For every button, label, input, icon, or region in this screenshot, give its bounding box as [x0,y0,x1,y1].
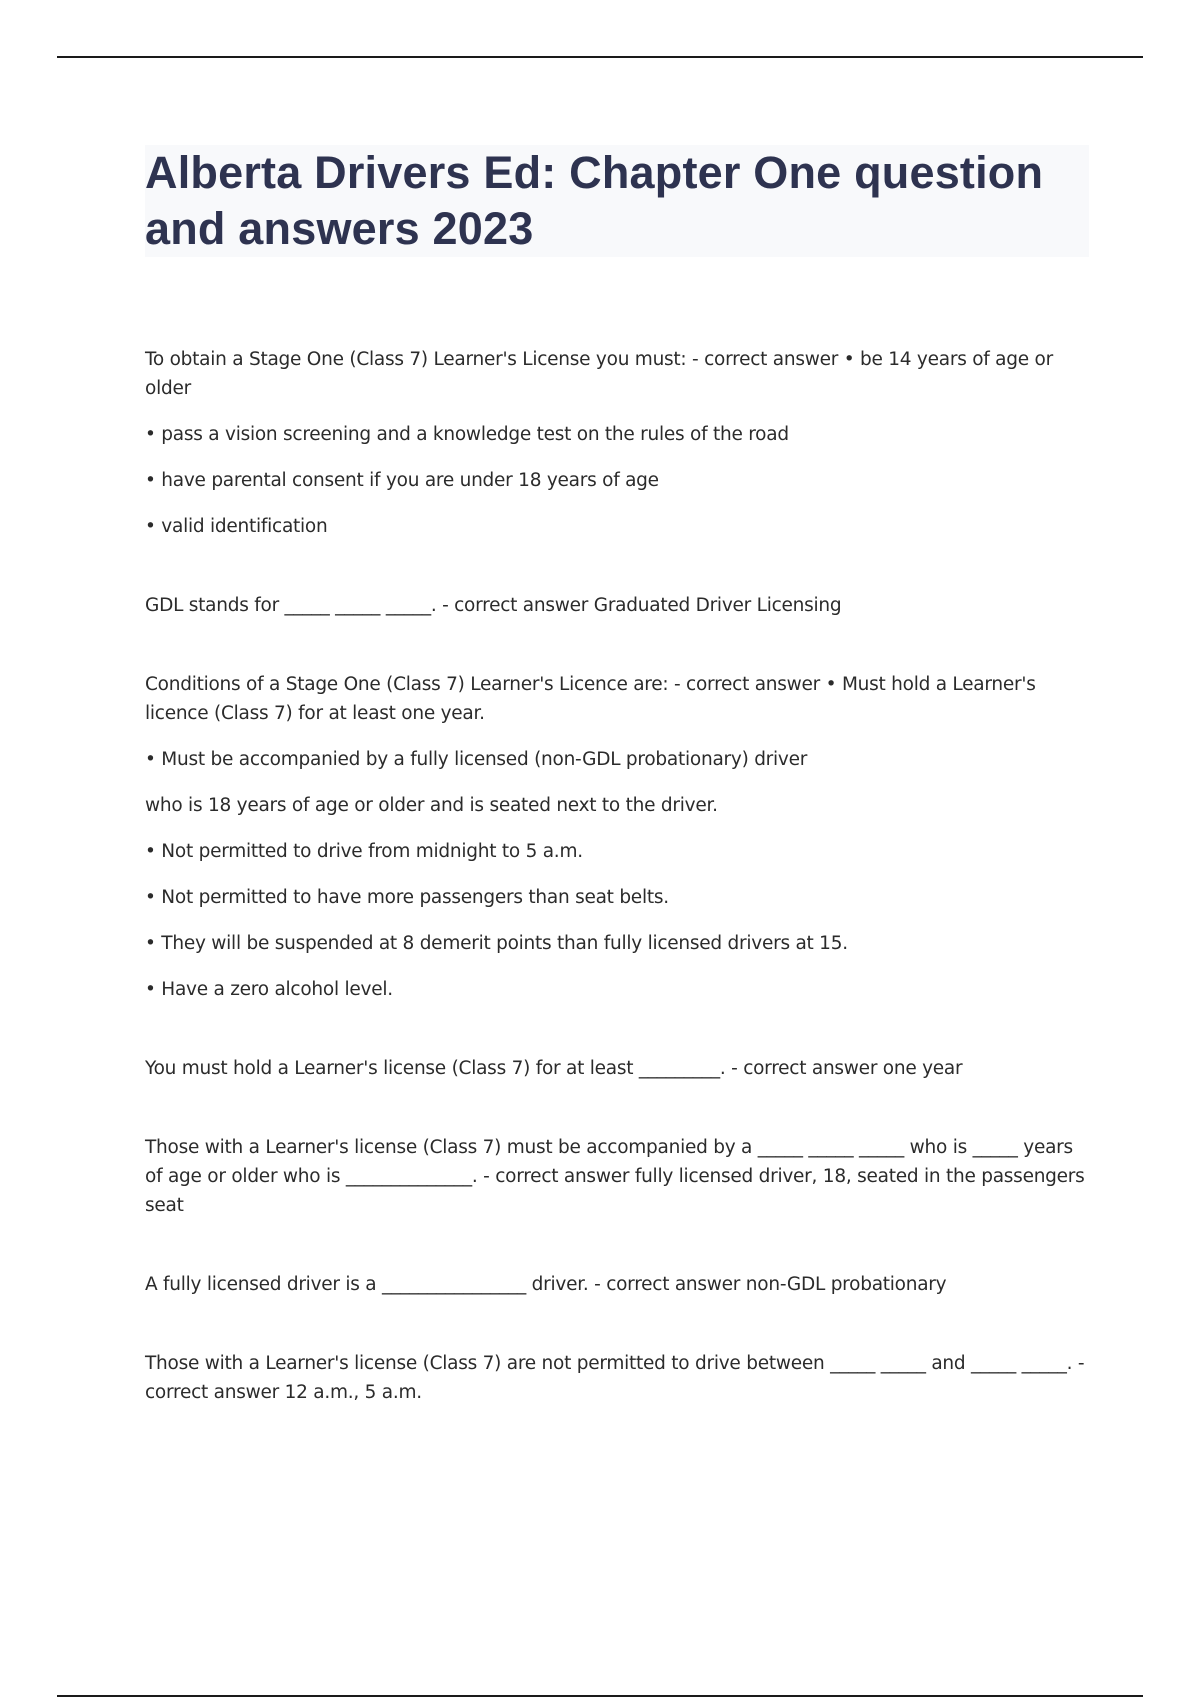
qa-bullet: • They will be suspended at 8 demerit points than fully licensed drivers at 15. [145,933,848,954]
qa-text: Conditions of a Stage One (Class 7) Learner's Licence are: - correct answer • Must hold a Learner's licence (Class 7) for at least one year. [145,674,1042,724]
qa-text: Those with a Learner's license (Class 7) are not permitted to drive between _____ _____ and _____ _____. - correct answer 12 a.m., 5 a.m. [145,1353,1090,1403]
qa-bullet: • have parental consent if you are under 18 years of age [145,470,659,491]
qa-text: Those with a Learner's license (Class 7) must be accompanied by a _____ _____ _____ who is _____ years of age or older who is ______________. - correct answer fully licensed driver, 18, seated in the passengers seat [145,1137,1091,1216]
qa-item-fully-licensed-definition [145,1270,1095,1299]
qa-text: To obtain a Stage One (Class 7) Learner's License you must: - correct answer • be 14 years of age or older [145,349,1059,399]
qa-text: A fully licensed driver is a ________________ driver. - correct answer non-GDL probationary [145,1274,947,1295]
document-title: Alberta Drivers Ed: Chapter One question and answers 2023 [145,147,1044,254]
qa-text: GDL stands for _____ _____ _____. - correct answer Graduated Driver Licensing [145,595,842,616]
qa-bullet: • Not permitted to drive from midnight to 5 a.m. [145,841,583,862]
title-banner [145,145,1089,257]
qa-text: who is 18 years of age or older and is seated next to the driver. [145,795,718,816]
qa-content [145,345,1095,1407]
qa-bullet: • pass a vision screening and a knowledge test on the rules of the road [145,424,789,445]
top-divider [57,56,1143,58]
qa-item-learner-conditions [145,670,1095,1004]
qa-item-learner-license-requirements [145,345,1095,541]
qa-item-driving-hours [145,1349,1095,1407]
qa-text: You must hold a Learner's license (Class 7) for at least _________. - correct answer one year [145,1058,963,1079]
qa-item-gdl-meaning [145,591,1095,620]
qa-bullet: • Have a zero alcohol level. [145,979,393,1000]
qa-item-accompanying-driver [145,1133,1095,1220]
qa-bullet: • Must be accompanied by a fully licensed (non-GDL probationary) driver [145,749,808,770]
qa-bullet: • Not permitted to have more passengers than seat belts. [145,887,669,908]
qa-bullet: • valid identification [145,516,328,537]
qa-item-learner-duration [145,1054,1095,1083]
bottom-divider [57,1695,1143,1697]
